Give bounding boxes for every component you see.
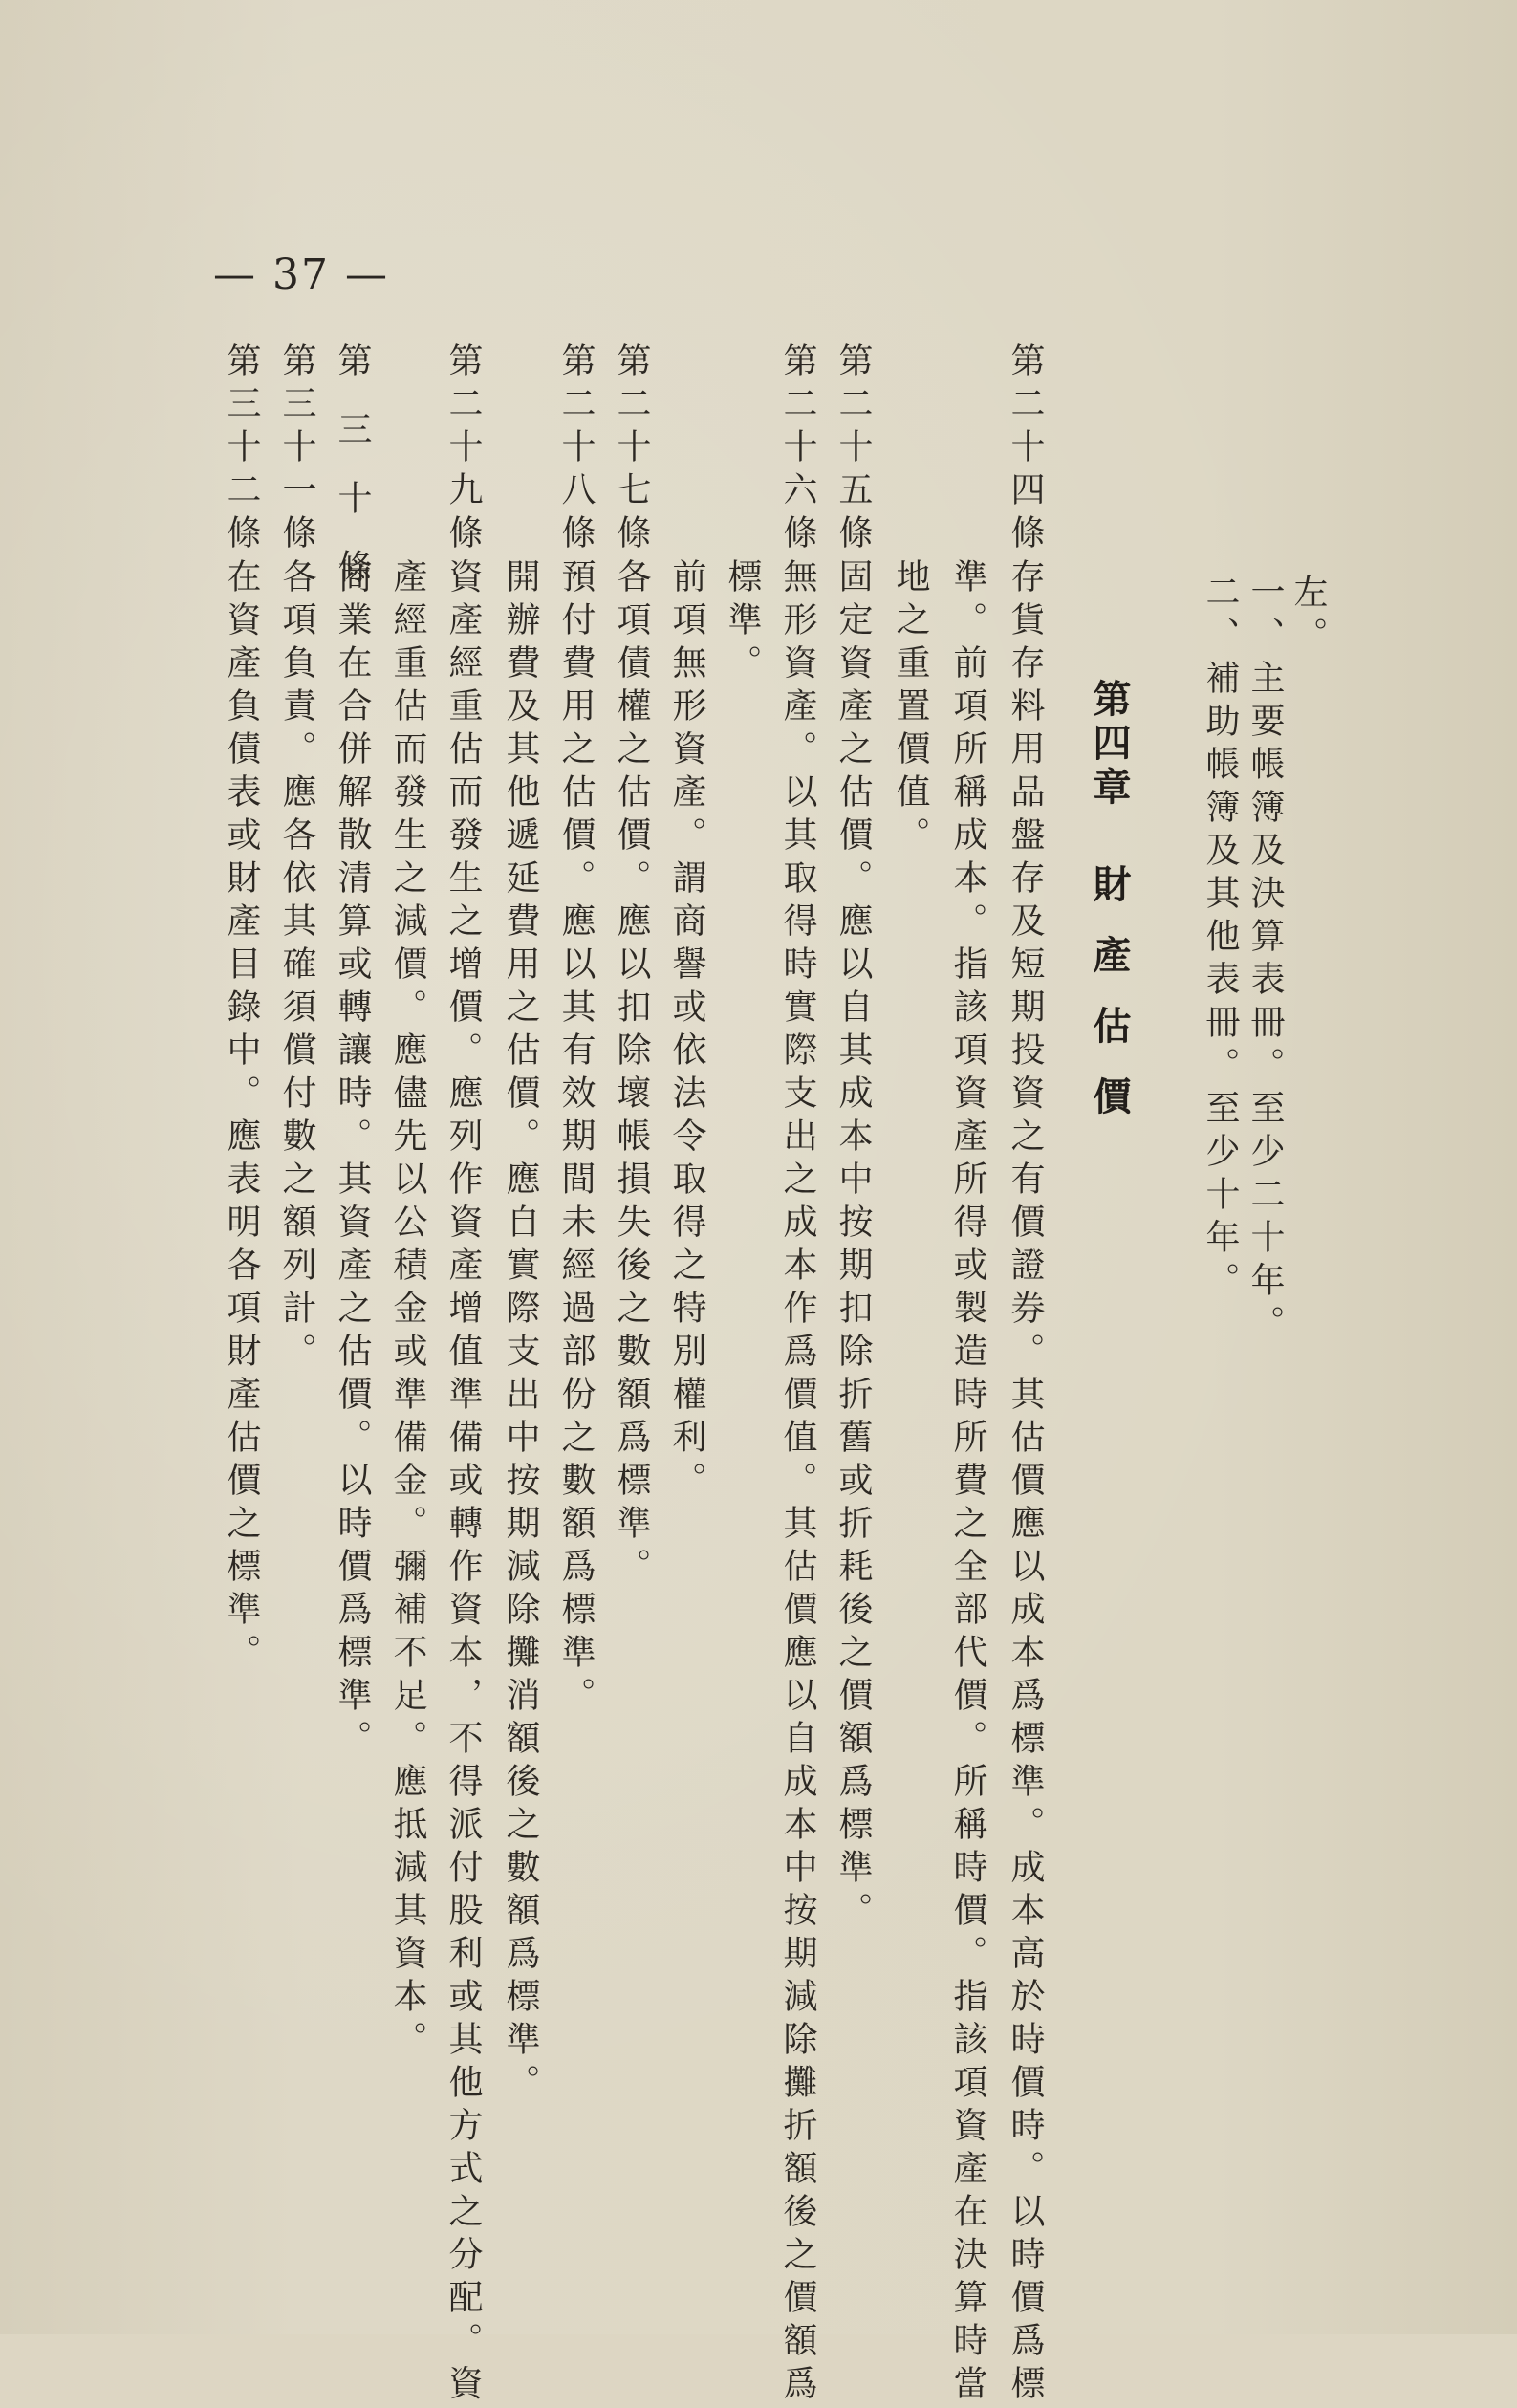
- article-29-line-3: 產經重估而發生之減價。應儘先以公積金或準備金。彌補不足。應抵減其資本。: [388, 558, 427, 2064]
- article-32-label: 第三十二條: [222, 342, 261, 557]
- article-26-line-2: 標準。: [723, 558, 762, 687]
- list-item-1: 一、主要帳簿及決算表冊。至少二十年。: [1246, 574, 1285, 1348]
- chapter-title: 財產估價: [1087, 864, 1132, 1147]
- article-25-line-1: 固定資產之估價。應以自其成本中按期扣除折舊或折耗後之價額爲標準。: [834, 558, 873, 1935]
- article-31-line-1: 各項負責。應各依其確須償付數之額列計。: [277, 558, 316, 1376]
- article-24-line-1: 存貨存料用品盤存及短期投資之有價證券。其估價應以成本爲標準。成本高於時價時。以時價爲標: [1006, 558, 1045, 2408]
- article-24-line-2: 準。前項所稱成本。指該項資產所得或製造時所費之全部代價。所稱時價。指該項資產在決算時當: [948, 558, 987, 2408]
- list-item-2: 二、補助帳簿及其他表冊。至少十年。: [1201, 574, 1240, 1305]
- article-32-line-1: 在資產負債表或財產目錄中。應表明各項財產估價之標準。: [222, 558, 261, 1677]
- chapter-heading: [1087, 679, 1132, 1147]
- article-27-line-1: 各項債權之估價。應以扣除壞帳損失後之數額爲標準。: [612, 558, 651, 1591]
- article-30-line-1: 商業在合併解散清算或轉讓時。其資產之估價。以時價爲標準。: [333, 558, 372, 1763]
- chapter-number: 第四章: [1087, 679, 1132, 811]
- article-26-label: 第二十六條: [778, 342, 817, 557]
- article-29-line-1: 開辦費及其他遞延費用之估價。應自實際支出中按期減除攤消額後之數額爲標準。: [501, 558, 540, 2107]
- article-24-label: 第二十四條: [1006, 342, 1045, 557]
- article-25-label: 第二十五條: [834, 342, 873, 557]
- article-26-line-3: 前項無形資產。謂商譽或依法令取得之特別權利。: [667, 558, 706, 1505]
- article-28-line-1: 預付費用之估價。應以其有效期間未經過部份之數額爲標準。: [556, 558, 596, 1720]
- article-30-label: 第三十條: [333, 342, 372, 618]
- article-24-line-3: 地之重置價值。: [891, 558, 930, 859]
- page-number: — 37 —: [213, 250, 389, 299]
- article-29-line-2: 資產經重估而發生之增價。應列作資產增值準備或轉作資本，不得派付股利或其他方式之分配。資: [444, 558, 483, 2408]
- continuation-text: 左。: [1289, 574, 1328, 660]
- article-26-line-1: 無形資產。以其取得時實際支出之成本作爲價值。其估價應以自成本中按期減除攤折額後之價額爲: [778, 558, 817, 2408]
- article-29-label: 第二十九條: [444, 342, 483, 557]
- article-31-label: 第三十一條: [277, 342, 316, 557]
- article-27-label: 第二十七條: [612, 342, 651, 557]
- article-28-label: 第二十八條: [556, 342, 596, 557]
